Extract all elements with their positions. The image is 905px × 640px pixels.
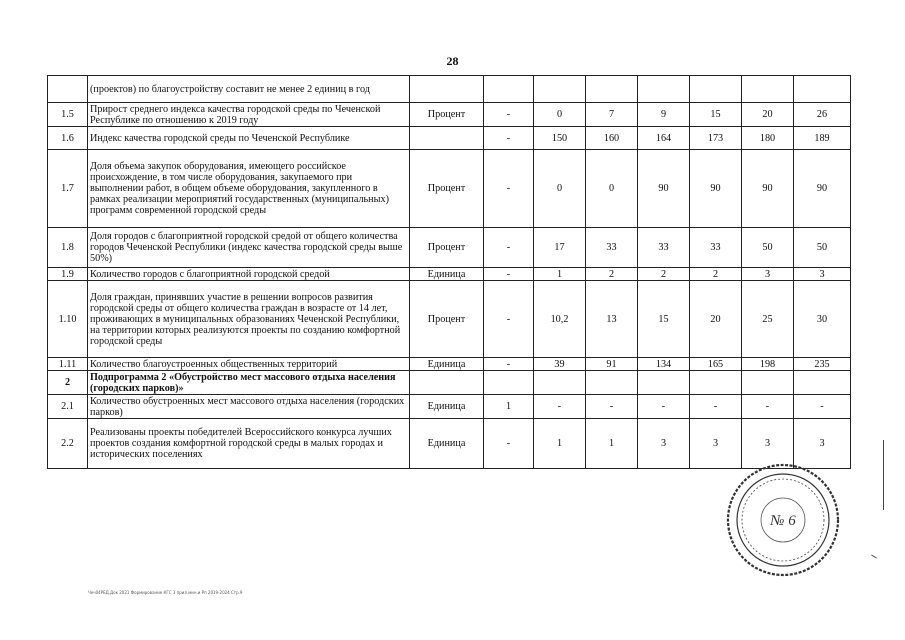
page-number: 28 [446, 54, 459, 68]
value-cell: 134 [638, 358, 690, 371]
table-row [48, 127, 851, 150]
row-number: 1.5 [48, 103, 88, 127]
value-cell: - [484, 228, 534, 268]
row-number: 1.8 [48, 228, 88, 268]
value-cell [484, 76, 534, 103]
value-cell [638, 371, 690, 395]
value-cell: 3 [794, 268, 851, 281]
row-number: 2.1 [48, 395, 88, 419]
indicator-name: Доля городов с благоприятной городской средой от общего количества городов Чеченской Республики (индекс качества городской среды выше 50%) [88, 228, 410, 268]
value-cell: - [484, 127, 534, 150]
stamp-label: № 6 [770, 513, 796, 529]
value-cell: 1 [534, 419, 586, 469]
value-cell: 235 [794, 358, 851, 371]
value-cell: - [484, 150, 534, 228]
table-row [48, 358, 851, 371]
row-number [48, 76, 88, 103]
row-number: 1.6 [48, 127, 88, 150]
value-cell: 26 [794, 103, 851, 127]
value-cell: - [638, 395, 690, 419]
indicator-name: Доля объема закупок оборудования, имеющего российское происхождение, в том числе оборудования, закупаемого при выполнении работ, в общем объеме оборудования, закупленного в рамках реализации мероприятий государственных (муниципальных) программ современной городской среды [88, 150, 410, 228]
value-cell: 2 [586, 268, 638, 281]
value-cell: - [484, 358, 534, 371]
value-cell: 1 [484, 395, 534, 419]
unit-cell [410, 371, 484, 395]
unit-cell: Процент [410, 150, 484, 228]
value-cell: 3 [742, 268, 794, 281]
value-cell: 50 [742, 228, 794, 268]
value-cell: 0 [534, 150, 586, 228]
value-cell [638, 76, 690, 103]
value-cell [794, 371, 851, 395]
value-cell: 160 [586, 127, 638, 150]
value-cell [742, 76, 794, 103]
table-row [48, 268, 851, 281]
value-cell: 150 [534, 127, 586, 150]
value-cell: 39 [534, 358, 586, 371]
value-cell: 198 [742, 358, 794, 371]
indicator-name: Количество благоустроенных общественных территорий [88, 358, 410, 371]
value-cell: 25 [742, 281, 794, 358]
value-cell: 90 [742, 150, 794, 228]
value-cell: - [794, 395, 851, 419]
unit-cell [410, 76, 484, 103]
value-cell: 173 [690, 127, 742, 150]
row-number: 1.11 [48, 358, 88, 371]
indicator-name: (проектов) по благоустройству составит не менее 2 единиц в год [88, 76, 410, 103]
value-cell: 3 [742, 419, 794, 469]
row-number: 1.7 [48, 150, 88, 228]
value-cell: 90 [690, 150, 742, 228]
table-row [48, 228, 851, 268]
value-cell: 165 [690, 358, 742, 371]
value-cell: 33 [586, 228, 638, 268]
indicator-name: Подпрограмма 2 «Обустройство мест массового отдыха населения (городских парков)» [88, 371, 410, 395]
value-cell: 90 [794, 150, 851, 228]
unit-cell: Единица [410, 395, 484, 419]
value-cell: - [484, 281, 534, 358]
value-cell [794, 76, 851, 103]
footer-text: Чеч0​4РЕД.Док 2021 Формирование КГС 3 прил.мин.и Рп 2019-2024 Стр.9 [88, 590, 243, 595]
unit-cell: Единица [410, 268, 484, 281]
value-cell: 0 [534, 103, 586, 127]
value-cell: 30 [794, 281, 851, 358]
indicator-name: Прирост среднего индекса качества городской среды по Чеченской Республике по отношению к 2019 году [88, 103, 410, 127]
indicator-name: Доля граждан, принявших участие в решении вопросов развития городской среды от общего количества граждан в возрасте от 14 лет, проживающих в муниципальных образованиях Чеченской Республики, на территории которых реализуются проекты по созданию комфортной городской среды [88, 281, 410, 358]
unit-cell [410, 127, 484, 150]
table-row [48, 281, 851, 358]
row-number: 1.10 [48, 281, 88, 358]
value-cell: 3 [794, 419, 851, 469]
unit-cell: Единица [410, 358, 484, 371]
value-cell: 20 [742, 103, 794, 127]
value-cell: 15 [690, 103, 742, 127]
value-cell: - [484, 103, 534, 127]
value-cell: 3 [690, 419, 742, 469]
value-cell: - [534, 395, 586, 419]
value-cell [690, 371, 742, 395]
value-cell: 17 [534, 228, 586, 268]
value-cell [534, 76, 586, 103]
value-cell: 90 [638, 150, 690, 228]
value-cell: 3 [638, 419, 690, 469]
value-cell: 164 [638, 127, 690, 150]
unit-cell: Процент [410, 228, 484, 268]
value-cell: 7 [586, 103, 638, 127]
value-cell: 10,2 [534, 281, 586, 358]
value-cell: 180 [742, 127, 794, 150]
table-row [48, 395, 851, 419]
value-cell: 0 [586, 150, 638, 228]
value-cell [484, 371, 534, 395]
row-number: 2 [48, 371, 88, 395]
value-cell [586, 76, 638, 103]
table-row [48, 371, 851, 395]
value-cell: 50 [794, 228, 851, 268]
official-stamp [718, 460, 848, 580]
value-cell [534, 371, 586, 395]
value-cell: 15 [638, 281, 690, 358]
value-cell: 91 [586, 358, 638, 371]
value-cell [586, 371, 638, 395]
indicator-name: Количество городов с благоприятной городской средой [88, 268, 410, 281]
value-cell [690, 76, 742, 103]
value-cell: 13 [586, 281, 638, 358]
value-cell: 33 [690, 228, 742, 268]
value-cell: 2 [690, 268, 742, 281]
value-cell: 33 [638, 228, 690, 268]
value-cell: 189 [794, 127, 851, 150]
value-cell: 1 [586, 419, 638, 469]
value-cell: - [484, 419, 534, 469]
value-cell: - [742, 395, 794, 419]
value-cell: 20 [690, 281, 742, 358]
margin-tick [871, 555, 877, 559]
table-row [48, 76, 851, 103]
value-cell: - [690, 395, 742, 419]
margin-line [883, 440, 884, 510]
value-cell: - [484, 268, 534, 281]
indicator-name: Реализованы проекты победителей Всероссийского конкурса лучших проектов создания комфортной городской среды в малых городах и исторических поселениях [88, 419, 410, 469]
indicator-name: Количество обустроенных мест массового отдыха населения (городских парков) [88, 395, 410, 419]
unit-cell: Единица [410, 419, 484, 469]
row-number: 1.9 [48, 268, 88, 281]
unit-cell: Процент [410, 281, 484, 358]
value-cell: 9 [638, 103, 690, 127]
unit-cell: Процент [410, 103, 484, 127]
value-cell [742, 371, 794, 395]
value-cell: 1 [534, 268, 586, 281]
table-row [48, 103, 851, 127]
indicator-name: Индекс качества городской среды по Чеченской Республике [88, 127, 410, 150]
row-number: 2.2 [48, 419, 88, 469]
value-cell: - [586, 395, 638, 419]
value-cell: 2 [638, 268, 690, 281]
table-body [48, 76, 851, 469]
indicators-table [47, 75, 851, 469]
table-row [48, 150, 851, 228]
